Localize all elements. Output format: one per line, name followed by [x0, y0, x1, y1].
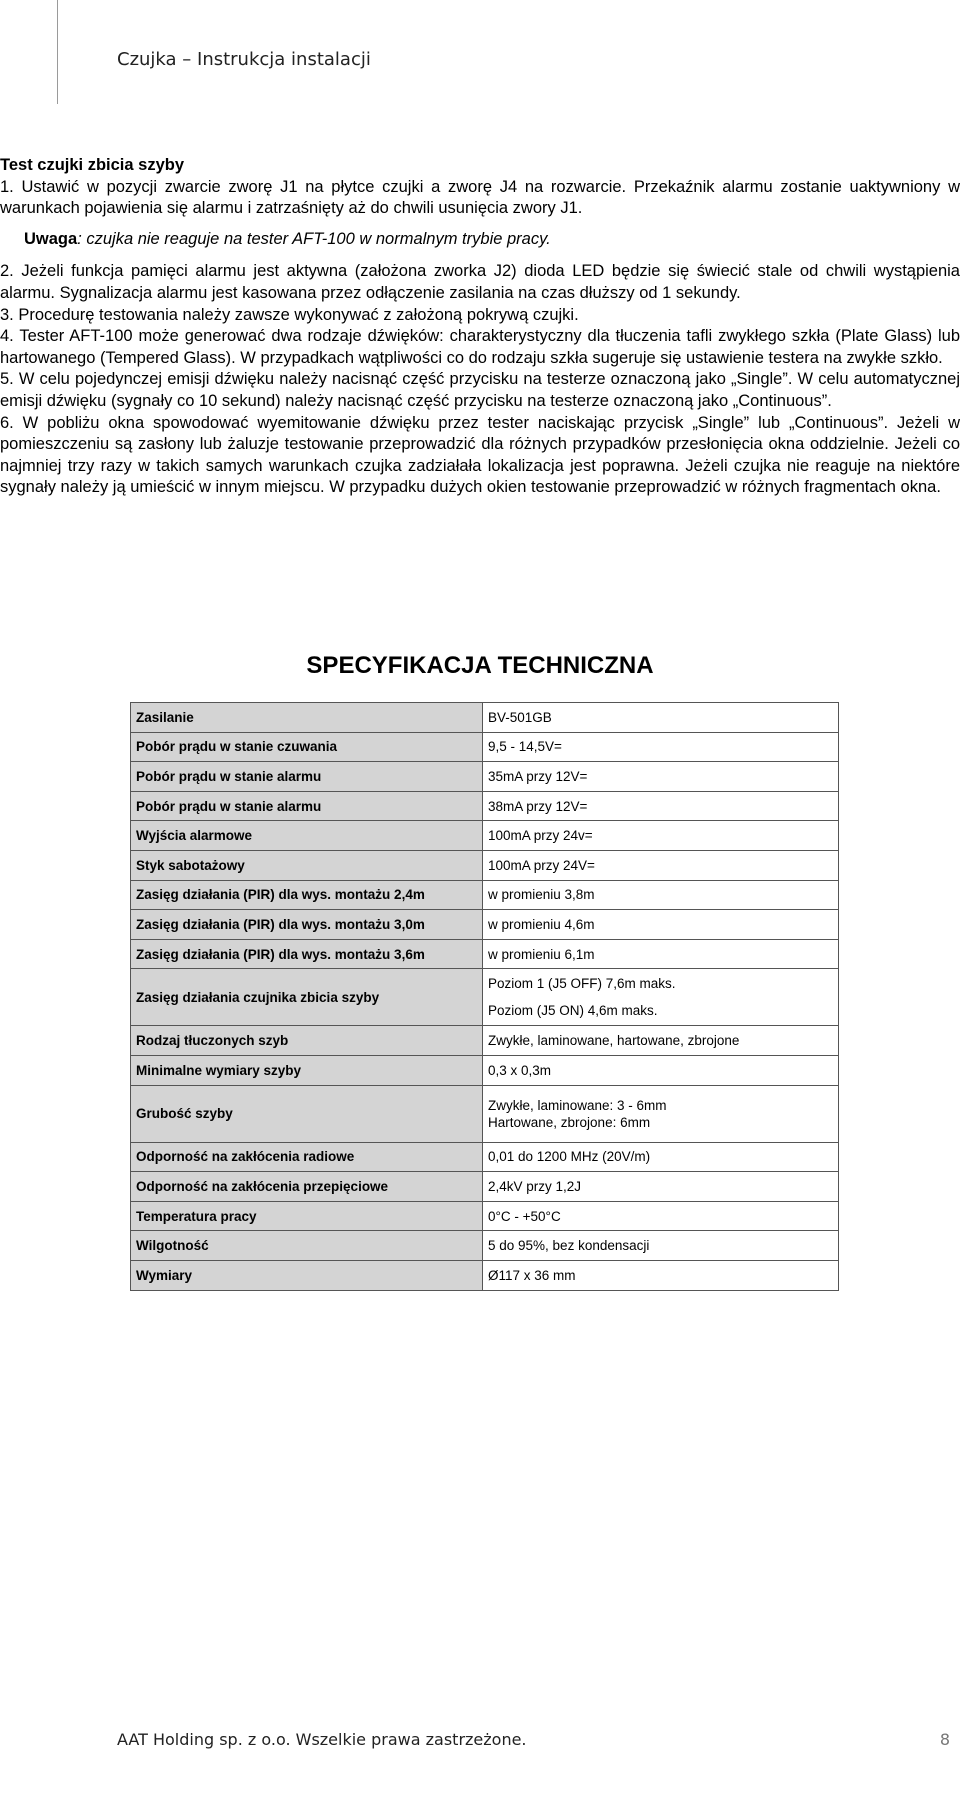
- header-divider: [57, 0, 58, 104]
- spec-value-line: Ø117 x 36 mm: [488, 1267, 576, 1283]
- spec-value: [483, 880, 839, 910]
- spec-row: [131, 1026, 839, 1056]
- test-section: [0, 155, 960, 499]
- spec-value: [483, 1172, 839, 1202]
- spec-value: [483, 1142, 839, 1172]
- section-title: Test czujki zbicia szyby: [0, 156, 185, 174]
- spec-value-line: 0°C - +50°C: [488, 1208, 561, 1224]
- spec-value: [483, 1231, 839, 1261]
- spec-row: [131, 850, 839, 880]
- spec-row: [131, 969, 839, 1026]
- spec-value: [483, 910, 839, 940]
- paragraph-4: 4. Tester AFT-100 może generować dwa rodzaje dźwięków: charakterystyczny dla tłuczenia tafli zwykłego szkła (Plate Glass) lub hartowanego (Tempered Glass). W przypadkach wątpliwości co do rodzaju szkła sugeruje się ustawienie testera na zwykłe szkło.: [0, 327, 960, 367]
- note: [24, 229, 960, 251]
- spec-value-line: 2,4kV przy 1,2J: [488, 1178, 582, 1194]
- spec-label: Odporność na zakłócenia przepięciowe: [131, 1172, 483, 1202]
- spec-table: [130, 702, 839, 1291]
- spec-value: [483, 791, 839, 821]
- spec-value: [483, 762, 839, 792]
- spec-value-line: 35mA przy 12V=: [488, 768, 588, 784]
- spec-value-line: 0,3 x 0,3m: [488, 1062, 552, 1078]
- spec-label: Zasięg działania czujnika zbicia szyby: [131, 969, 483, 1026]
- spec-value-line: 9,5 - 14,5V=: [488, 739, 562, 755]
- spec-value: [483, 1260, 839, 1290]
- spec-label: Pobór prądu w stanie alarmu: [131, 791, 483, 821]
- spec-label: Temperatura pracy: [131, 1201, 483, 1231]
- spec-value-line: Poziom 1 (J5 OFF) 7,6m maks.: [488, 976, 676, 992]
- spec-value-line: 38mA przy 12V=: [488, 798, 588, 814]
- spec-label: Pobór prądu w stanie alarmu: [131, 762, 483, 792]
- spec-value: [483, 703, 839, 733]
- paragraph-2: 2. Jeżeli funkcja pamięci alarmu jest aktywna (założona zworka J2) dioda LED będzie się świecić stale od chwili wystąpienia alarmu. Sygnalizacja alarmu jest kasowana przez odłączenie zasilania na czas dłuższy od 1 sekundy.: [0, 262, 960, 302]
- spec-value-line: Zwykłe, laminowane, hartowane, zbrojone: [488, 1033, 740, 1049]
- spec-row: [131, 703, 839, 733]
- spec-row: [131, 1142, 839, 1172]
- paragraph-6: 6. W pobliżu okna spowodować wyemitowanie dźwięku przez tester naciskając przycisk „Single” lub „Continuous”. Jeżeli w pomieszczeniu są zasłony lub żaluzje testowanie przeprowadzić dla różnych przypadków przesłonięcia okna oddzielnie. Jeżeli co najmniej trzy razy w takich samych warunkach czujka zadziałała lokalizacja jest poprawna. Jeżeli czujka nie reaguje na niektóre sygnały należy ją umieścić w innym miejscu. W przypadku dużych okien testowanie przeprowadzić w różnych fragmentach okna.: [0, 413, 960, 497]
- spec-row: [131, 732, 839, 762]
- note-text: : czujka nie reaguje na tester AFT-100 w normalnym trybie pracy.: [77, 229, 551, 248]
- spec-value-line: w promieniu 6,1m: [488, 946, 595, 962]
- spec-label: Zasięg działania (PIR) dla wys. montażu 3,6m: [131, 939, 483, 969]
- spec-row: [131, 762, 839, 792]
- note-label: Uwaga: [24, 229, 78, 248]
- spec-value-line: 5 do 95%, bez kondensacji: [488, 1238, 650, 1254]
- spec-row: [131, 1055, 839, 1085]
- spec-row: [131, 910, 839, 940]
- spec-row: [131, 1172, 839, 1202]
- spec-row: [131, 1201, 839, 1231]
- spec-value: [483, 939, 839, 969]
- paragraph-3: 3. Procedurę testowania należy zawsze wykonywać z założoną pokrywą czujki.: [0, 305, 579, 324]
- spec-row: [131, 939, 839, 969]
- spec-label: Zasięg działania (PIR) dla wys. montażu 2,4m: [131, 880, 483, 910]
- spec-label: Wymiary: [131, 1260, 483, 1290]
- spec-label: Rodzaj tłuczonych szyb: [131, 1026, 483, 1056]
- spec-value-line: Zwykłe, laminowane: 3 - 6mm: [488, 1097, 667, 1113]
- footer-text: AAT Holding sp. z o.o. Wszelkie prawa zastrzeżone.: [117, 1730, 527, 1749]
- spec-value-line: w promieniu 3,8m: [488, 887, 595, 903]
- spec-value: [483, 969, 839, 1026]
- spec-value: [483, 1085, 839, 1142]
- spec-row: [131, 821, 839, 851]
- spec-value: [483, 1055, 839, 1085]
- page-number: 8: [939, 1730, 950, 1749]
- spec-value-line: Poziom (J5 ON) 4,6m maks.: [488, 1003, 658, 1019]
- spec-value: [483, 732, 839, 762]
- spec-value-line: Hartowane, zbrojone: 6mm: [488, 1114, 651, 1130]
- header-title: Czujka – Instrukcja instalacji: [117, 49, 371, 70]
- spec-row: [131, 1085, 839, 1142]
- spec-value: [483, 821, 839, 851]
- spec-value: [483, 1026, 839, 1056]
- spec-row: [131, 791, 839, 821]
- paragraph-5: 5. W celu pojedynczej emisji dźwięku należy nacisnąć część przycisku na testerze oznaczoną jako „Single”. W celu automatycznej emisji dźwięku (sygnały co 10 sekund) należy nacisnąć część przycisku na testerze oznaczoną jako „Continuous”.: [0, 370, 960, 410]
- spec-row: [131, 1260, 839, 1290]
- spec-row: [131, 880, 839, 910]
- spec-value-line: BV-501GB: [488, 709, 552, 725]
- spec-label: Minimalne wymiary szyby: [131, 1055, 483, 1085]
- spec-label: Wilgotność: [131, 1231, 483, 1261]
- spec-value: [483, 1201, 839, 1231]
- spec-value-line: 100mA przy 24V=: [488, 857, 595, 873]
- spec-label: Grubość szyby: [131, 1085, 483, 1142]
- spec-label: Zasięg działania (PIR) dla wys. montażu 3,0m: [131, 910, 483, 940]
- paragraph-1: 1. Ustawić w pozycji zwarcie zworę J1 na płytce czujki a zworę J4 na rozwarcie. Przekaźnik alarmu zostanie uaktywniony w warunkach pojawienia się alarmu i zatrzaśnięty aż do chwili usunięcia zwory J1.: [0, 177, 960, 218]
- spec-value: [483, 850, 839, 880]
- spec-value-line: 0,01 do 1200 MHz (20V/m): [488, 1149, 651, 1165]
- spec-heading: SPECYFIKACJA TECHNICZNA: [306, 652, 654, 679]
- spec-label: Pobór prądu w stanie czuwania: [131, 732, 483, 762]
- spec-label: Styk sabotażowy: [131, 850, 483, 880]
- spec-label: Odporność na zakłócenia radiowe: [131, 1142, 483, 1172]
- spec-value-line: w promieniu 4,6m: [488, 916, 595, 932]
- spec-value-line: 100mA przy 24v=: [488, 828, 593, 844]
- spec-row: [131, 1231, 839, 1261]
- spec-label: Wyjścia alarmowe: [131, 821, 483, 851]
- spec-label: Zasilanie: [131, 703, 483, 733]
